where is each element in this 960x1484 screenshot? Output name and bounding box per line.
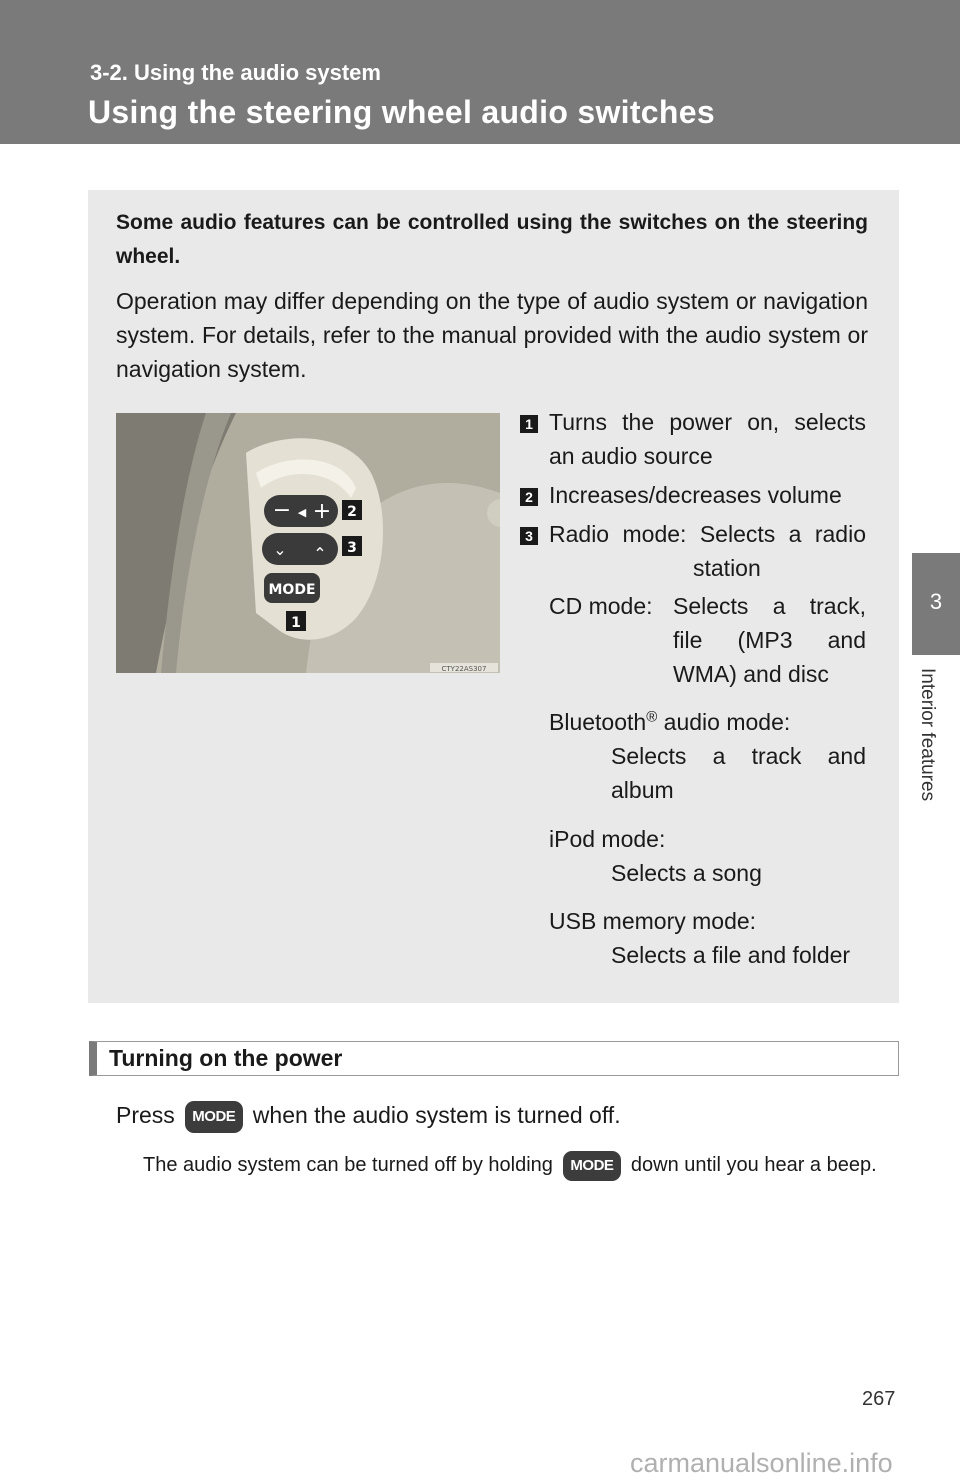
svg-text:−: − xyxy=(272,498,292,523)
usb-mode-line1: Selects a file and folder xyxy=(611,942,851,968)
usb-mode-label: USB memory mode: xyxy=(549,908,757,934)
cd-mode-label: CD mode: xyxy=(549,593,653,619)
intro-lead: Some audio features can be controlled using the switches on the steering wheel. xyxy=(116,211,868,268)
svg-text:◀: ◀ xyxy=(297,506,307,519)
turn-off-note xyxy=(143,1150,895,1181)
press-instruction xyxy=(116,1098,621,1133)
mode-button-note[interactable]: MODE xyxy=(563,1151,621,1181)
bluetooth-label-rest: audio mode: xyxy=(657,709,791,735)
bluetooth-word: Bluetooth xyxy=(549,709,647,735)
callout-marker-2-label: 2 xyxy=(347,504,357,520)
chapter-label-text: Interior features xyxy=(917,668,938,802)
chapter-label xyxy=(918,668,942,828)
chapter-number: 3 xyxy=(929,589,943,614)
press-before: Press xyxy=(116,1102,175,1128)
ipod-mode-line1: Selects a song xyxy=(611,860,762,886)
page-header xyxy=(0,0,960,144)
note-after: down until you hear a beep. xyxy=(630,1154,877,1176)
callout-badge-3: 3 xyxy=(520,527,538,545)
registered-mark: ® xyxy=(646,708,658,726)
section-heading-text: Turning on the power xyxy=(109,1045,343,1071)
note-before: The audio system can be turned off by holding xyxy=(143,1154,553,1176)
svg-text:+: + xyxy=(312,499,332,524)
callout-marker-1-label: 1 xyxy=(291,615,301,631)
mode-switch-label: MODE xyxy=(268,582,316,598)
intro-paragraph: Operation may differ depending on the type of audio system or navigation system. For details, refer to the manual provided with the audio system or navigation system. xyxy=(116,288,868,382)
page-number: 267 xyxy=(862,1388,896,1410)
watermark: carmanualsonline.info xyxy=(630,1448,893,1478)
chapter-tab[interactable] xyxy=(912,553,960,655)
bluetooth-mode-label xyxy=(549,705,866,739)
svg-text:⌄: ⌄ xyxy=(273,540,287,559)
figure-code: CTY22AS307 xyxy=(441,665,487,673)
callout-badge-1: 1 xyxy=(520,415,538,433)
page-title: Using the steering wheel audio switches xyxy=(88,94,715,130)
bluetooth-mode-line2: album xyxy=(611,777,674,803)
cd-mode-line2: file (MP3 and xyxy=(673,627,866,653)
callout-2-line1: Increases/decreases volume xyxy=(549,482,842,508)
callout-1-line1: Turns the power on, selects xyxy=(549,409,866,435)
cd-mode-line3: WMA) and disc xyxy=(673,661,829,687)
mode-button[interactable]: MODE xyxy=(185,1101,243,1133)
press-after: when the audio system is turned off. xyxy=(252,1102,621,1128)
steering-wheel-figure xyxy=(116,413,500,673)
callout-marker-3-label: 3 xyxy=(347,540,357,556)
callout-1-line2: an audio source xyxy=(549,443,713,469)
ipod-mode-label: iPod mode: xyxy=(549,826,666,852)
callout-3-line1: Radio mode: Selects a radio xyxy=(549,521,866,547)
svg-text:⌃: ⌃ xyxy=(313,544,327,563)
section-heading xyxy=(89,1041,899,1076)
section-label: 3-2. Using the audio system xyxy=(90,60,381,85)
cd-mode-line1: Selects a track, xyxy=(673,593,866,619)
callout-badge-2: 2 xyxy=(520,488,538,506)
callout-3-line2: station xyxy=(693,555,761,581)
bluetooth-mode-line1: Selects a track and xyxy=(611,743,866,769)
